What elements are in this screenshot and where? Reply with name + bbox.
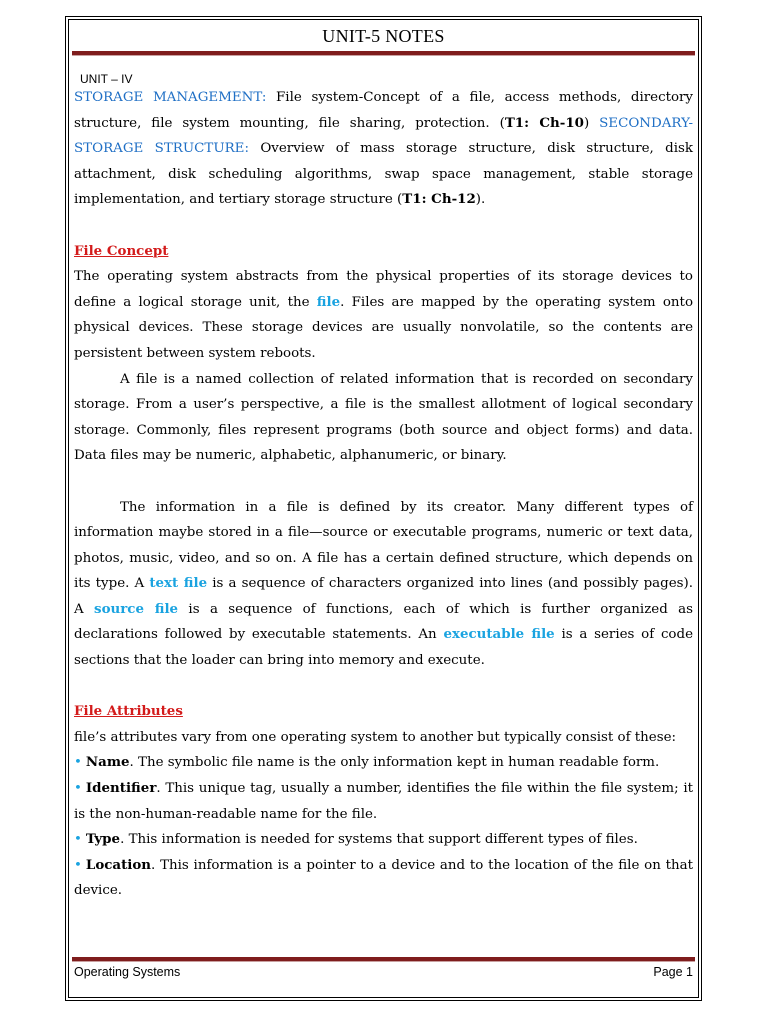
syllabus-paragraph: STORAGE MANAGEMENT: File system-Concept of a file, access methods, directory structure, file system mounting, file sharing, protection. (T1: Ch-10) SECONDARY-STORAGE STRUCTURE: Overview of mass storage structure, disk structure, disk attachment, disk scheduling algorithms, swap space management, stable storage implementation, and tertiary storage structure (T1: Ch-12). <box>74 90 693 208</box>
attribute-item: • Identifier. This unique tag, usually a number, identifies the file within the file system; it is the non-human-readable name for the file. <box>74 780 693 822</box>
attribute-item: • Type. This information is needed for systems that support different types of files. <box>74 831 638 848</box>
page-title: UNIT-5 NOTES <box>322 26 445 46</box>
file-concept-heading: File Concept <box>74 242 169 259</box>
term-text-file: text file <box>149 575 208 592</box>
document-body <box>74 85 693 904</box>
attribute-item: • Name. The symbolic file name is the only information kept in human readable form. <box>74 754 660 771</box>
secondary-storage-heading: SECONDARY-STORAGE STRUCTURE: <box>74 115 693 157</box>
file-attributes-heading: File Attributes <box>74 703 183 720</box>
chapter-reference: T1: Ch-10 <box>504 114 584 131</box>
chapter-reference: T1: Ch-12 <box>402 191 476 208</box>
term-source-file: source file <box>94 600 179 617</box>
attribute-item: • Location. This information is a pointer to a device and to the location of the file on that device. <box>74 856 693 899</box>
file-concept-paragraph-3: The information in a file is defined by its creator. Many different types of information maybe stored in a file—source or executable programs, numeric or text data, photos, music, video, and so on. A file has a certain defined structure, which depends on its type. A text file is a sequence of characters organized into lines (and possibly pages). A source file is a sequence of functions, each of which is further organized as declarations followed by executable statements. An executable file is a series of code sections that the loader can bring into memory and execute. <box>74 499 693 669</box>
footer-subject: Operating Systems <box>74 965 181 979</box>
bullet-icon: • <box>74 755 82 771</box>
file-attributes-intro: file’s attributes vary from one operating system to another but typically consist of these: <box>74 729 677 745</box>
storage-management-heading: STORAGE MANAGEMENT: <box>74 90 267 105</box>
bullet-icon: • <box>74 857 82 873</box>
file-concept-paragraph-1: The operating system abstracts from the physical properties of its storage devices to define a logical storage unit, the file. Files are mapped by the operating system onto physical devices. These storage devices are usually nonvolatile, so the contents are persistent between system reboots. <box>74 269 694 361</box>
page-number: Page 1 <box>653 965 693 979</box>
unit-label: UNIT – IV <box>80 72 133 86</box>
file-concept-paragraph-2: A file is a named collection of related information that is recorded on secondary storage. From a user’s perspective, a file is the smallest allotment of logical secondary storage. Commonly, files represent programs (both source and object forms) and data. Data files may be numeric, alphabetic, alphanumeric, or binary. <box>74 371 693 464</box>
term-executable-file: executable file <box>443 626 555 643</box>
bullet-icon: • <box>74 781 82 797</box>
footer-rule <box>72 957 695 962</box>
term-file: file <box>316 293 341 310</box>
header-rule <box>72 51 695 56</box>
bullet-icon: • <box>74 832 82 848</box>
